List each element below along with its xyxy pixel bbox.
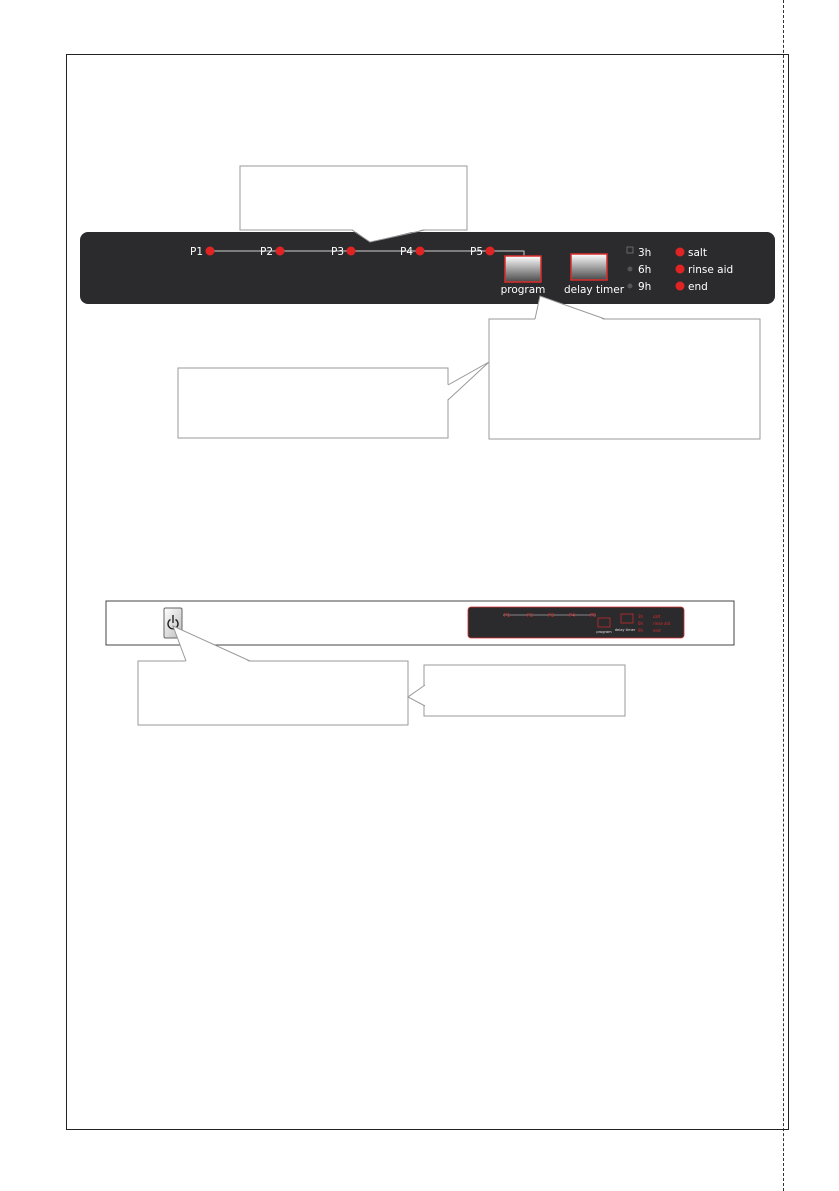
program-button-label: program [500,284,546,296]
program-led-p5 [486,247,495,256]
mini-p1: P1 [504,613,511,619]
rinse-aid-led [676,265,685,274]
mini-p3: P3 [548,613,555,619]
program-label-p4: P4 [399,246,413,258]
program-led-p4 [416,247,425,256]
callout-left [178,362,489,438]
mini-p4: P4 [569,613,576,619]
delay-option-9h: 9h [638,281,652,293]
status-end: end [688,281,708,293]
delay-timer-button-label: delay timer [563,284,625,296]
program-label-p5: P5 [469,246,483,258]
callout-right [489,296,760,439]
mini-p5: P5 [590,613,597,619]
delay-option-6h: 6h [638,264,652,276]
delay-led-9h [628,284,633,289]
mini-control-panel [468,607,684,638]
callout-bottom-right [408,665,625,716]
mini-program-label: program [596,630,612,634]
program-led-p3 [347,247,356,256]
mini-p2: P2 [527,613,534,619]
end-led [676,282,685,291]
mini-delay-label: delay timer [614,628,636,632]
program-led-p2 [276,247,285,256]
salt-led [676,248,685,257]
program-label-p2: P2 [259,246,273,258]
mini-rinse-aid: rinse aid [653,621,671,626]
program-label-p3: P3 [330,246,344,258]
mini-end: end [653,628,661,633]
delay-led-6h [628,267,633,272]
delay-option-3h: 3h [638,247,652,259]
mini-salt: salt [653,614,661,619]
status-rinse-aid: rinse aid [688,264,734,276]
program-led-p1 [206,247,215,256]
mini-6h: 6h [638,621,644,626]
status-salt: salt [688,247,707,259]
control-panel [80,232,775,304]
mini-3h: 3h [638,614,644,619]
callout-top [240,166,467,230]
program-button[interactable] [501,256,546,296]
program-label-p1: P1 [189,246,203,258]
mini-9h: 9h [638,628,644,633]
